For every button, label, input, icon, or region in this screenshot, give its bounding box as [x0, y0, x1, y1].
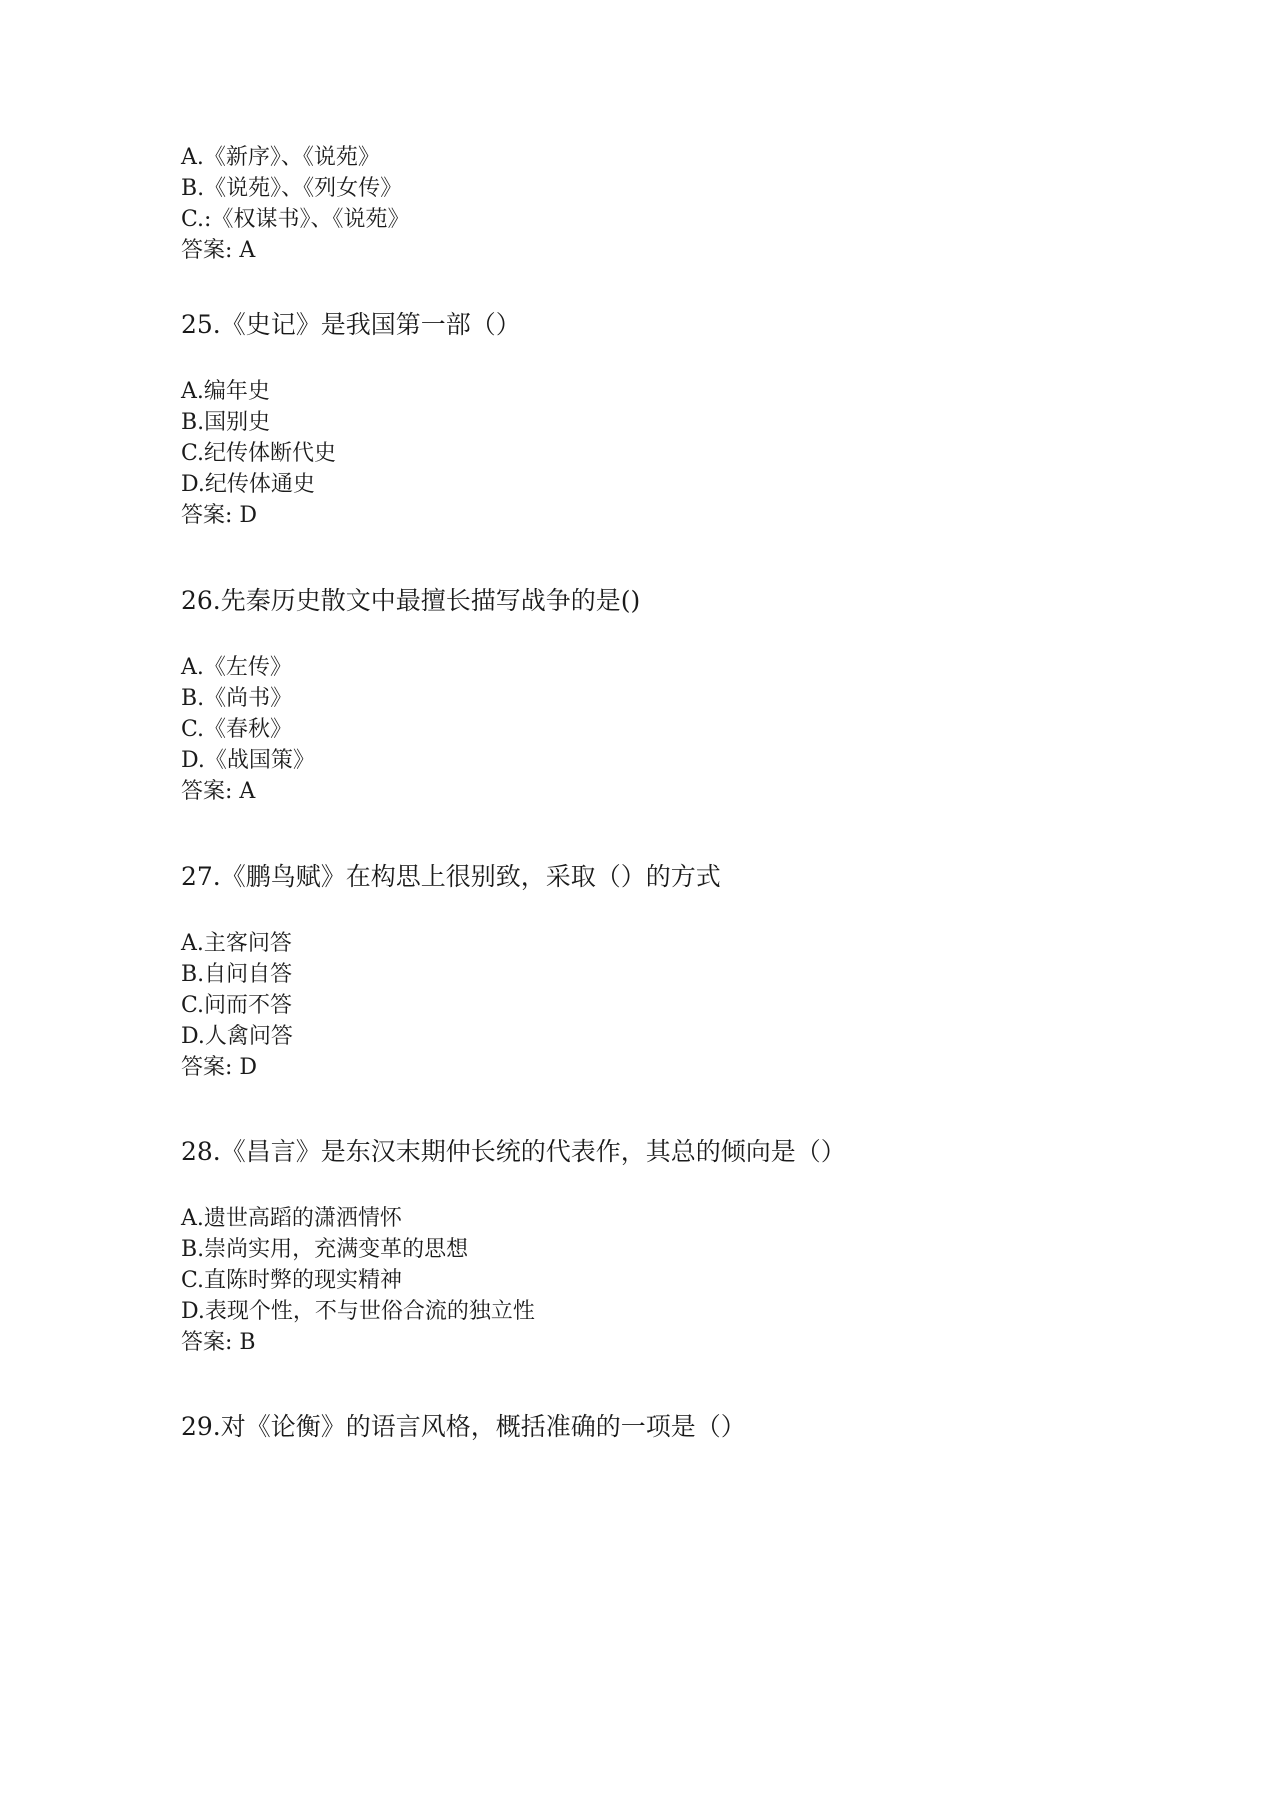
option-b: B.崇尚实用，充满变革的思想: [181, 1237, 469, 1262]
option-b: B.《尚书》: [181, 686, 293, 711]
option-a: A.《左传》: [181, 655, 292, 680]
question-25: [181, 308, 1181, 531]
question-26: [181, 584, 1181, 807]
option-d: D.人禽问答: [181, 1024, 293, 1049]
option-d: D.《战国策》: [181, 748, 315, 773]
answer-line: 答案: D: [181, 503, 258, 528]
option-c: C.:《权谋书》、《说苑》: [181, 207, 410, 232]
option-d: D.纪传体通史: [181, 472, 315, 497]
option-c: C.直陈时弊的现实精神: [181, 1268, 403, 1293]
option-a: A.《新序》、《说苑》: [181, 145, 380, 170]
answer-line: 答案: B: [181, 1330, 256, 1355]
question-29: [181, 1410, 1181, 1444]
option-b: B.国别史: [181, 410, 271, 435]
question-title: 25.《史记》是我国第一部（）: [181, 310, 521, 339]
option-c: C.纪传体断代史: [181, 441, 337, 466]
question-options: [181, 376, 1181, 531]
question-options: [181, 652, 1181, 807]
question-28: [181, 1135, 1181, 1358]
question-24-continuation: [181, 142, 1181, 266]
question-options: [181, 928, 1181, 1083]
option-d: D.表现个性，不与世俗合流的独立性: [181, 1299, 535, 1324]
option-a: A.遗世高蹈的潇洒情怀: [181, 1206, 402, 1231]
answer-line: 答案: D: [181, 1055, 258, 1080]
question-options: [181, 1203, 1181, 1358]
option-b: B.自问自答: [181, 962, 293, 987]
option-b: B.《说苑》、《列女传》: [181, 176, 403, 201]
question-title: 27.《鹏鸟赋》在构思上很别致，采取（）的方式: [181, 862, 721, 891]
question-title: 28.《昌言》是东汉末期仲长统的代表作，其总的倾向是（）: [181, 1137, 846, 1166]
question-27: [181, 860, 1181, 1083]
option-c: C.《春秋》: [181, 717, 293, 742]
question-title: 29.对《论衡》的语言风格，概括准确的一项是（）: [181, 1412, 746, 1441]
answer-line: 答案: A: [181, 779, 256, 804]
question-title: 26.先秦历史散文中最擅长描写战争的是(): [181, 586, 641, 615]
option-a: A.编年史: [181, 379, 270, 404]
option-a: A.主客问答: [181, 931, 292, 956]
option-c: C.问而不答: [181, 993, 293, 1018]
answer-line: 答案: A: [181, 238, 256, 263]
